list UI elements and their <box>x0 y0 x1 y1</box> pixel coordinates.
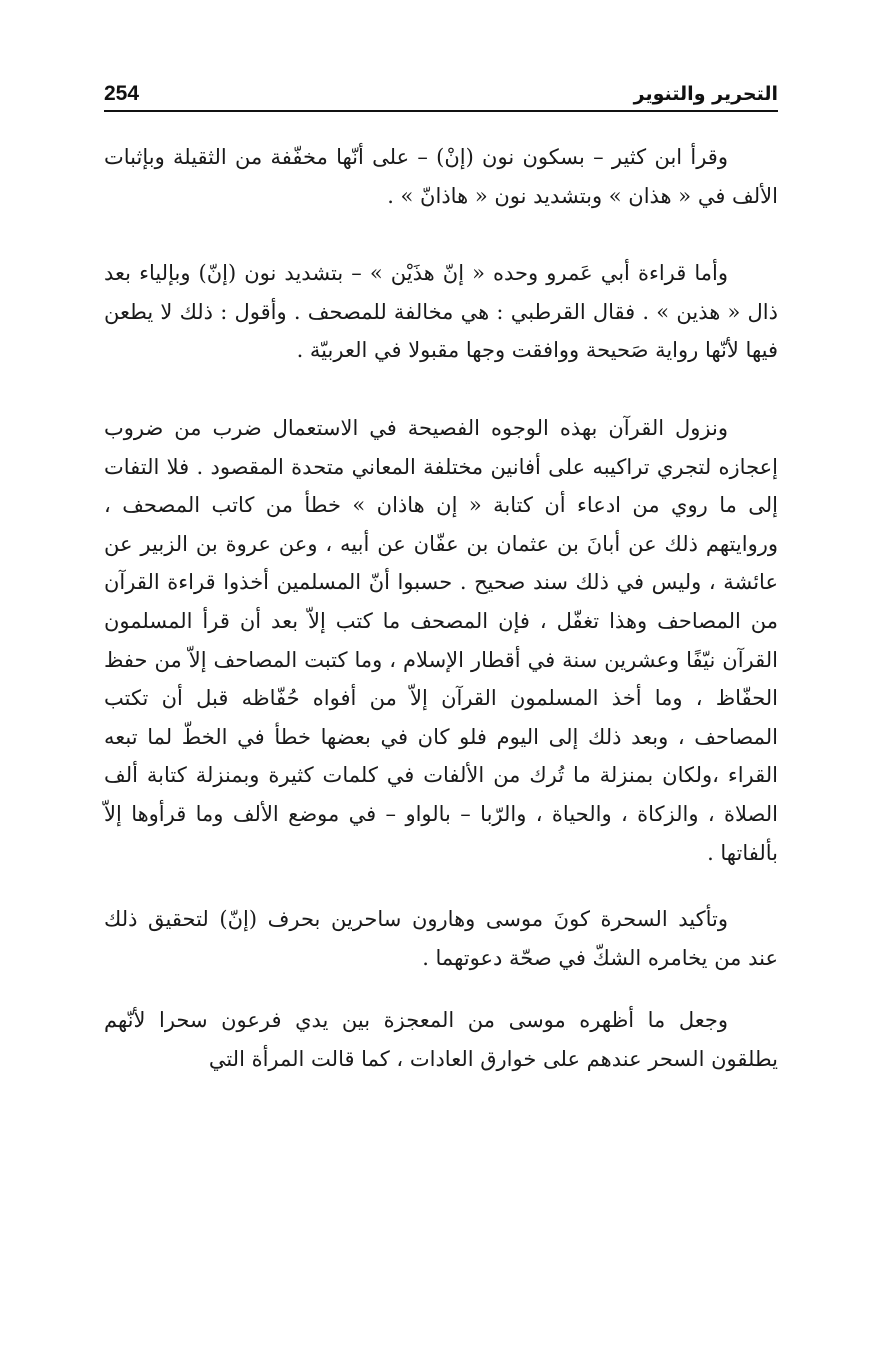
page-number: 254 <box>104 82 140 105</box>
paragraph-miracle-as-magic: وجعل ما أظهره موسى من المعجزة بين يدي فرعون سحرا لأنّهم يطلقون السحر عندهم على خوارق العادات ، كما قالت المرأة التي <box>104 1008 778 1071</box>
header-rule <box>104 110 778 112</box>
paragraph-quran-variants: ونزول القرآن بهذه الوجوه الفصيحة في الاستعمال ضرب من ضروب إعجازه لتجري تراكيبه على أفانين مختلفة المعاني متحدة المقصود . فلا التفات إلى ما روي من ادعاء أن كتابة « إن هاذان » خطأ من كاتب المصحف ، وروايتهم ذلك عن أبانَ بن عثمان بن عفّان عن أبيه ، وعن عروة بن الزبير عن عائشة ، وليس في ذلك سند صحيح . حسبوا أنّ المسلمين أخذوا قراءة القرآن من المصاحف وهذا تغفّل ، فإن المصحف ما كتب إلاّ بعد أن قرأ المسلمون القرآن نيّفًا وعشرين سنة في أقطار الإسلام ، وما كتبت المصاحف إلاّ من حفظ الحفّاظ ، وما أخذ المسلمون القرآن إلاّ من أفواه حُفّاظه قبل أن تكتب المصاحف ، وبعد ذلك إلى اليوم فلو كان في بعضها خطأ في الخطّ لما تبعه القراء ،ولكان بمنزلة ما تُرك من الألفات في كلمات كثيرة وبمنزلة كتابة ألف الصلاة ، والزكاة ، والحياة ، والرّبا – بالواو – في موضع الألف وما قرأوها إلاّ بألفاتها . <box>104 415 778 865</box>
running-title: التحرير والتنوير <box>633 83 778 105</box>
page-header <box>104 80 778 108</box>
body-text <box>104 138 778 1078</box>
paragraph-sorcerers-emphasis: وتأكيد السحرة كونَ موسى وهارون ساحرين بحرف (إنّ) لتحقيق ذلك عند من يخامره الشكّ في صحّة دعوتهما . <box>104 907 778 970</box>
paragraph-abu-amr-reading: وأما قراءة أبي عَمرو وحده « إنّ هذَيْن » – بتشديد نون (إنّ) وبإلياء بعد ذال « هذين » . فقال القرطبي : هي مخالفة للمصحف . وأقول : ذلك لا يطعن فيها لأنّها رواية صَحيحة ووافقت وجها مقبولا في العربيّة . <box>104 261 778 363</box>
paragraph-ibn-kathir-reading: وقرأ ابن كثير – بسكون نون (إنْ) – على أنّها مخفّفة من الثقيلة وبإثبات الألف في « هذان » وبتشديد نون « هاذانّ » . <box>104 145 778 208</box>
